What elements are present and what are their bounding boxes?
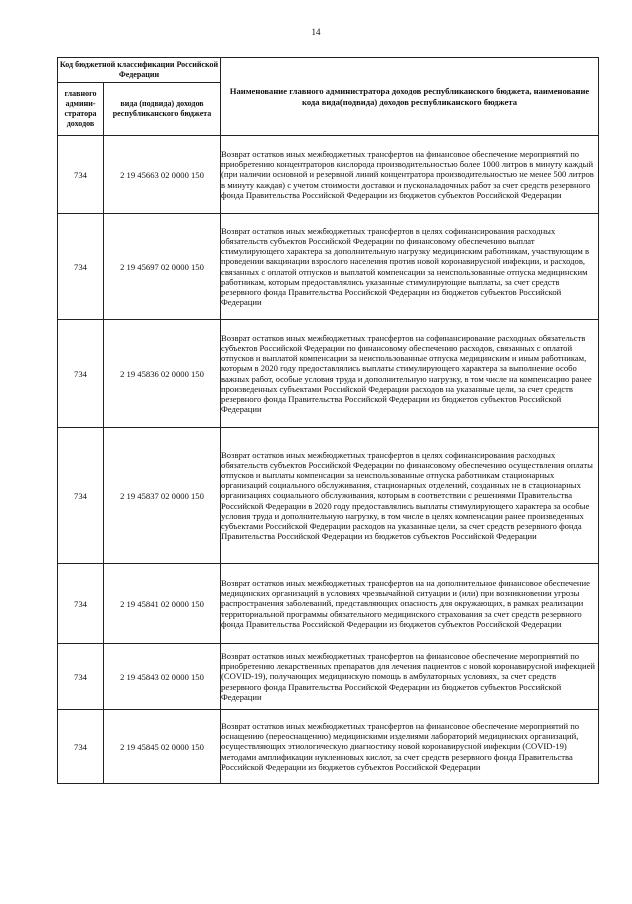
- income-description-cell: Возврат остатков иных межбюджетных трансфертов на финансовое обеспечение мероприятий по приобретению лекарственных препаратов для лечения пациентов с новой коронавирусной инфекцией (COVID-19), получающих медицинскую помощь в амбулаторных условиях, за счет средств резервного фонда Правительства Российской Федерации из бюджетов субъектов Российской Федерации: [221, 644, 599, 710]
- admin-code-cell: 734: [58, 320, 104, 428]
- income-code-cell: 2 19 45845 02 0000 150: [104, 710, 221, 784]
- income-description-cell: Возврат остатков иных межбюджетных трансфертов на на дополнительное финансовое обеспечение медицинских организаций в условиях чрезвычайной ситуации и (или) при возникновении угрозы распространения заболеваний, представляющих опасность для окружающих, в рамках реализации территориальной программы обязательного медицинского страхования за счет средств резервного фонда Правительства Российской Федерации из бюджетов субъектов Российской Федерации: [221, 564, 599, 644]
- table-row: [58, 214, 599, 320]
- income-code-cell: 2 19 45697 02 0000 150: [104, 214, 221, 320]
- income-code-cell: 2 19 45841 02 0000 150: [104, 564, 221, 644]
- admin-code-cell: 734: [58, 710, 104, 784]
- income-description-cell: Возврат остатков иных межбюджетных трансфертов на софинансирование расходных обязательств субъектов Российской Федерации по финансовому обеспечению расходов, связанных с оплатой отпусков и выплатой компенсации за неиспользованные отпуска медицинским и иным работникам, которым в 2020 году предоставлялись выплаты стимулирующего характера за выполнение особо важных работ, особые условия труда и дополнительную нагрузку, в том числе на компенсацию ранее произведенных субъектами Российской Федерации расходов на указанные цели, за счет средств резервного фонда Правительства Российской Федерации из бюджетов субъектов Российской Федерации: [221, 320, 599, 428]
- header-name-column: Наименование главного администратора доходов республиканского бюджета, наименование кода вида(подвида) доходов республиканского бюджета: [221, 58, 599, 136]
- budget-classification-table: [57, 57, 599, 784]
- table-row: [58, 320, 599, 428]
- table-row: [58, 710, 599, 784]
- table-row: [58, 564, 599, 644]
- header-budget-code-group: Код бюджетной классификации Российской Федерации: [58, 58, 221, 83]
- income-code-cell: 2 19 45663 02 0000 150: [104, 136, 221, 214]
- admin-code-cell: 734: [58, 214, 104, 320]
- admin-code-cell: 734: [58, 644, 104, 710]
- admin-code-cell: 734: [58, 428, 104, 564]
- table-row: [58, 136, 599, 214]
- header-admin-column: главного админи-стратора доходов: [58, 83, 104, 136]
- table-row: [58, 428, 599, 564]
- income-code-cell: 2 19 45843 02 0000 150: [104, 644, 221, 710]
- income-code-cell: 2 19 45836 02 0000 150: [104, 320, 221, 428]
- page-number: 14: [311, 27, 321, 37]
- income-description-cell: Возврат остатков иных межбюджетных трансфертов на финансовое обеспечение мероприятий по оснащению (переоснащению) медицинскими изделиями лабораторий медицинских организаций, осуществляющих этиологическую диагностику новой коронавирусной инфекции (COVID-19) методами амплификации нуклеиновых кислот, за счет средств резервного фонда Правительства Российской Федерации из бюджетов субъектов Российской Федерации: [221, 710, 599, 784]
- income-code-cell: 2 19 45837 02 0000 150: [104, 428, 221, 564]
- header-kind-column: вида (подвида) доходов республиканского бюджета: [104, 83, 221, 136]
- income-description-cell: Возврат остатков иных межбюджетных трансфертов на финансовое обеспечение мероприятий по приобретению концентраторов кислорода производительностью более 1000 литров в минуту каждый (при наличии основной и резервной линий концентратора производительностью не менее 500 литров в минуту каждая) с учетом стоимости доставки и пусконаладочных работ за счет средств резервного фонда Правительства Российской Федерации из бюджетов субъектов Российской Федерации: [221, 136, 599, 214]
- income-description-cell: Возврат остатков иных межбюджетных трансфертов в целях софинансирования расходных обязательств субъектов Российской Федерации по финансовому обеспечению осуществления оплаты отпусков и выплаты компенсации за неиспользованные отпуска работникам стационарных организаций социального обслуживания, стационарных отделений, созданных не в стационарных организациях социального обслуживания, которым в соответствии с решениями Правительства Российской Федерации в 2020 году предоставлялись выплаты стимулирующего характера за особые условия труда и дополнительную нагрузку, в том числе в целях компенсации ранее произведенных субъектами Российской Федерации расходов на указанные цели, за счет средств резервного фонда Правительства Российской Федерации из бюджетов субъектов Российской Федерации: [221, 428, 599, 564]
- admin-code-cell: 734: [58, 136, 104, 214]
- admin-code-cell: 734: [58, 564, 104, 644]
- income-description-cell: Возврат остатков иных межбюджетных трансфертов в целях софинансирования расходных обязательств субъектов Российской Федерации по финансовому обеспечению выплат стимулирующего характера за дополнительную нагрузку медицинским работникам, участвующим в проведении вакцинации взрослого населения против новой коронавирусной инфекции, и расходов, связанных с оплатой отпусков и выплатой компенсации за неиспользованные отпуска медицинским работникам, которым предоставлялись указанные стимулирующие выплаты, за счет средств резервного фонда Правительства Российской Федерации из бюджетов субъектов Российской Федерации: [221, 214, 599, 320]
- table-row: [58, 644, 599, 710]
